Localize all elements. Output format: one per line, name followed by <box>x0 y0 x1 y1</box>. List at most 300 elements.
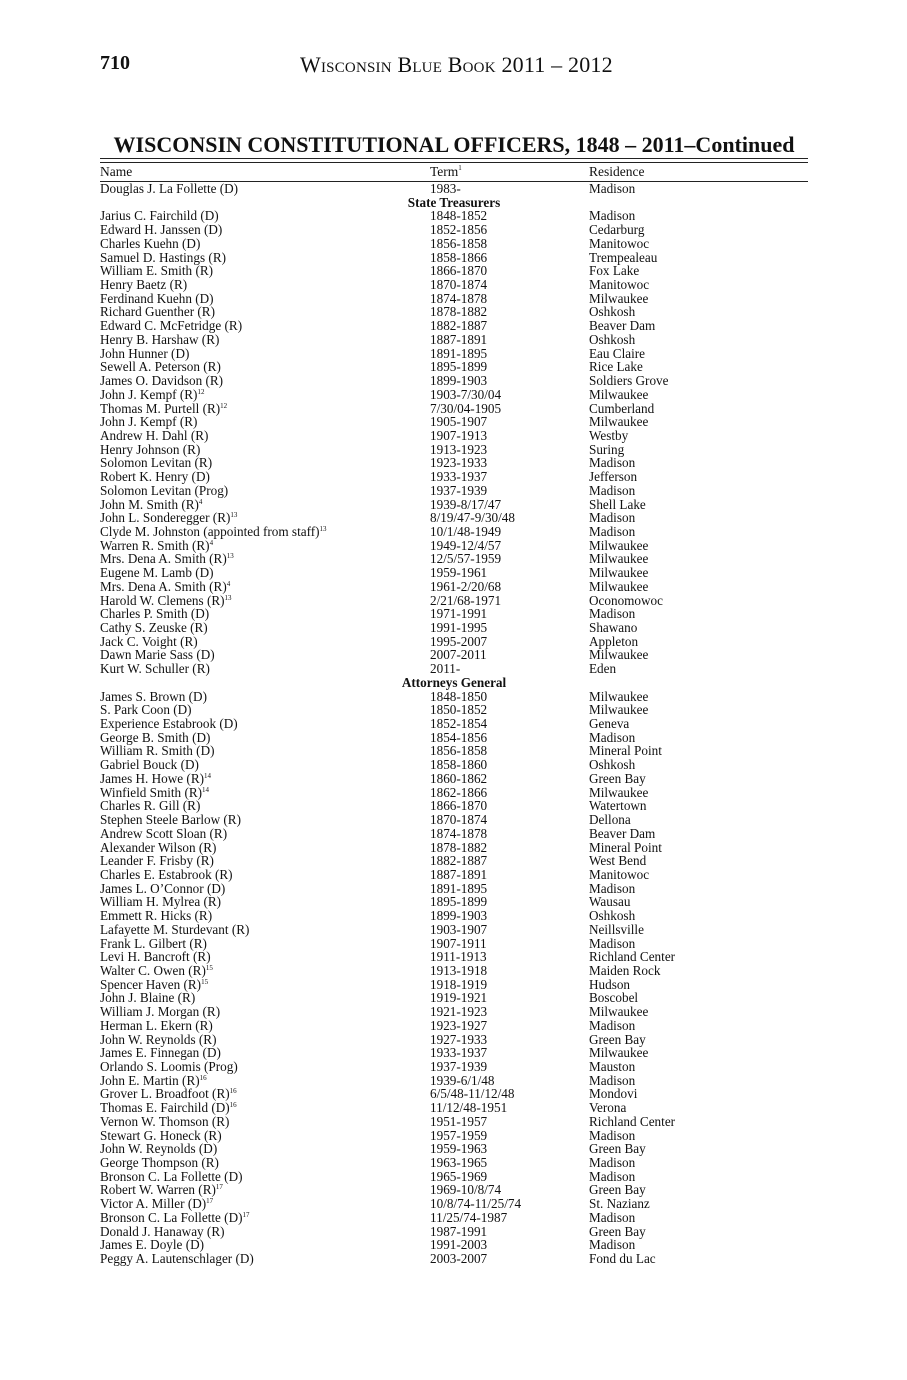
officer-name-cell <box>100 360 221 374</box>
term-cell: 1971-1991 <box>430 606 488 622</box>
table-row <box>100 1019 808 1033</box>
officer-name: James E. Doyle (D) <box>100 1237 205 1253</box>
residence-cell: Madison <box>589 1237 636 1253</box>
officer-name: Edward H. Janssen (D) <box>100 222 223 238</box>
table-row <box>100 1156 808 1170</box>
officer-name: John J. Kempf (R) <box>100 386 198 402</box>
table-row <box>100 484 808 498</box>
term-cell: 1852-1856 <box>430 222 488 238</box>
term-cell: 1895-1899 <box>430 359 488 375</box>
officer-name: Ferdinand Kuehn (D) <box>100 290 214 306</box>
officer-name-cell <box>100 292 214 306</box>
residence-cell: Shell Lake <box>589 496 646 512</box>
officer-name-cell <box>100 1005 220 1019</box>
residence-cell: Madison <box>589 1209 636 1225</box>
officer-name-cell <box>100 882 225 896</box>
officer-name-cell <box>100 429 208 443</box>
table-row <box>100 360 808 374</box>
officer-name: Thomas E. Fairchild (D) <box>100 1100 230 1116</box>
officer-name-cell <box>100 223 222 237</box>
table-row <box>100 580 808 594</box>
officer-name: Gabriel Bouck (D) <box>100 757 199 773</box>
officer-name-cell <box>100 923 249 937</box>
term-cell: 1987-1991 <box>430 1223 488 1239</box>
term-cell: 6/5/48-11/12/48 <box>430 1086 515 1102</box>
officer-name-cell <box>100 566 214 580</box>
officer-name-cell <box>100 1225 225 1239</box>
table-row <box>100 978 808 992</box>
officer-name: William J. Morgan (R) <box>100 1004 221 1020</box>
term-cell: 1963-1965 <box>430 1155 488 1171</box>
officer-name-cell <box>100 703 192 717</box>
officer-name: Clyde M. Johnston (appointed from staff) <box>100 523 320 539</box>
officer-name: Orlando S. Loomis (Prog) <box>100 1059 238 1074</box>
table-row <box>100 882 808 896</box>
table-row <box>100 1074 808 1088</box>
officer-name-cell <box>100 744 215 758</box>
officer-name-cell <box>100 484 228 498</box>
table-row <box>100 827 808 841</box>
officer-name: Stewart G. Honeck (R) <box>100 1127 222 1143</box>
term-cell: 1860-1862 <box>430 770 488 786</box>
officer-name: Bronson C. La Follette (D) <box>100 1209 243 1225</box>
table-row <box>100 525 808 539</box>
col-header-residence: Residence <box>589 164 645 179</box>
officer-name-cell <box>100 607 209 621</box>
residence-cell: Milwaukee <box>589 551 649 567</box>
term-cell: 1927-1933 <box>430 1031 488 1047</box>
officer-name-cell <box>100 498 202 512</box>
officer-name: Leander F. Frisby (R) <box>100 853 214 869</box>
officer-name-cell <box>100 731 210 745</box>
term-cell: 1939-8/17/47 <box>430 496 502 512</box>
officer-name-cell <box>100 758 199 772</box>
officer-name: Henry Johnson (R) <box>100 441 201 457</box>
residence-cell: Mineral Point <box>589 839 662 855</box>
footnote-marker: 17 <box>242 1210 250 1219</box>
table-row <box>100 511 808 525</box>
term-cell: 1923-1927 <box>430 1017 488 1033</box>
officer-name-cell <box>100 827 227 841</box>
officer-name: Andrew H. Dahl (R) <box>100 427 209 443</box>
table-row <box>100 251 808 265</box>
table-row <box>100 964 808 978</box>
term-cell: 1923-1933 <box>430 455 488 471</box>
term-cell: 2/21/68-1971 <box>430 592 502 608</box>
residence-cell: Oshkosh <box>589 757 636 773</box>
residence-cell: Milwaukee <box>589 647 649 663</box>
table-row <box>100 950 808 964</box>
residence-cell: Shawano <box>589 620 638 635</box>
officer-name: James H. Howe (R) <box>100 770 205 786</box>
table-row <box>100 758 808 772</box>
residence-cell: Madison <box>589 482 636 498</box>
officer-name: Kurt W. Schuller (R) <box>100 661 210 677</box>
officer-name: Winfield Smith (R) <box>100 784 203 800</box>
officer-name: John W. Reynolds (D) <box>100 1141 218 1157</box>
officer-name-cell <box>100 690 207 704</box>
officer-name: William E. Smith (R) <box>100 263 214 279</box>
term-cell: 1866-1870 <box>430 798 488 814</box>
officer-name-cell <box>100 1033 217 1047</box>
term-cell: 1933-1937 <box>430 1045 488 1061</box>
residence-cell: Madison <box>589 510 636 526</box>
officer-name-cell <box>100 648 215 662</box>
officer-name: James L. O’Connor (D) <box>100 880 226 896</box>
residence-cell: Trempealeau <box>589 249 658 265</box>
term-cell: 2011- <box>430 661 461 677</box>
officer-name: John J. Blaine (R) <box>100 990 196 1006</box>
officer-name: Solomon Levitan (R) <box>100 455 213 471</box>
col-header-name: Name <box>100 164 133 179</box>
officer-name-cell <box>100 717 238 731</box>
officer-name-cell <box>100 1046 221 1060</box>
officer-name-cell <box>100 1087 237 1101</box>
officer-name: John Hunner (D) <box>100 345 190 361</box>
footnote-marker: 16 <box>229 1087 237 1096</box>
officer-name: Charles E. Estabrook (R) <box>100 866 233 882</box>
residence-cell: Hudson <box>589 976 631 992</box>
term-cell: 1874-1878 <box>430 290 488 306</box>
table-title: WISCONSIN CONSTITUTIONAL OFFICERS, 1848 – 2011–Continued <box>113 132 795 157</box>
officer-name: Solomon Levitan (Prog) <box>100 482 229 498</box>
table-row <box>100 841 808 855</box>
term-cell: 1937-1939 <box>430 1059 488 1074</box>
officer-name-cell <box>100 662 210 676</box>
officer-name: Richard Guenther (R) <box>100 304 215 320</box>
officer-name-cell <box>100 552 234 566</box>
officer-name: Mrs. Dena A. Smith (R) <box>100 578 227 594</box>
column-headers <box>100 164 808 181</box>
officer-name: Robert K. Henry (D) <box>100 469 210 485</box>
residence-cell: Cumberland <box>589 400 655 416</box>
officer-name-cell <box>100 895 221 909</box>
officer-name-cell <box>100 305 215 319</box>
footnote-marker: 16 <box>229 1101 237 1110</box>
residence-cell: Green Bay <box>589 1182 646 1198</box>
footnote-marker: 4 <box>226 579 231 588</box>
footnote-marker: 12 <box>220 401 228 410</box>
officer-name-cell <box>100 909 212 923</box>
term-cell: 10/1/48-1949 <box>430 523 502 539</box>
residence-cell: Milwaukee <box>589 537 649 553</box>
table-row <box>100 1183 808 1197</box>
table-row <box>100 648 808 662</box>
residence-cell: Oconomowoc <box>589 592 663 608</box>
officer-name-cell <box>100 319 242 333</box>
residence-cell: Green Bay <box>589 1141 646 1157</box>
officer-name-cell <box>100 772 211 786</box>
officer-name: Charles R. Gill (R) <box>100 798 201 814</box>
officer-name-cell <box>100 388 204 402</box>
table-row <box>100 1005 808 1019</box>
officer-name: Charles Kuehn (D) <box>100 235 201 251</box>
officer-name: Experience Estabrook (D) <box>100 716 238 732</box>
term-cell: 1899-1903 <box>430 373 488 389</box>
table-row <box>100 635 808 649</box>
footnote-marker: 12 <box>197 387 205 396</box>
residence-cell: Watertown <box>589 798 647 814</box>
officer-name: Stephen Steele Barlow (R) <box>100 812 241 828</box>
term-cell: 1850-1852 <box>430 702 488 718</box>
residence-cell: Richland Center <box>589 949 676 965</box>
residence-cell: Madison <box>589 455 636 471</box>
table-row <box>100 703 808 717</box>
table-row <box>100 305 808 319</box>
term-cell: 1937-1939 <box>430 482 488 498</box>
term-cell: 7/30/04-1905 <box>430 400 502 416</box>
term-cell: 1983- <box>430 181 461 196</box>
table-row <box>100 1060 808 1074</box>
residence-cell: Richland Center <box>589 1113 676 1129</box>
officer-name-cell <box>100 237 200 251</box>
residence-cell: Rice Lake <box>589 359 643 375</box>
term-cell: 1887-1891 <box>430 866 488 882</box>
officer-name: William H. Mylrea (R) <box>100 894 222 910</box>
residence-cell: Oshkosh <box>589 304 636 320</box>
table-row <box>100 1225 808 1239</box>
officer-name: Douglas J. La Follette (D) <box>100 181 239 196</box>
table-row <box>100 662 808 676</box>
table-row <box>100 909 808 923</box>
table-row <box>100 319 808 333</box>
officer-name: Edward C. McFetridge (R) <box>100 318 243 334</box>
residence-cell: Madison <box>589 880 636 896</box>
officer-name: Charles P. Smith (D) <box>100 606 210 622</box>
residence-cell: Madison <box>589 1127 636 1143</box>
officer-name: Jack C. Voight (R) <box>100 633 198 649</box>
table-row <box>100 566 808 580</box>
officer-name-cell <box>100 539 213 553</box>
officer-name-cell <box>100 1183 223 1197</box>
residence-cell: Madison <box>589 606 636 622</box>
officer-name-cell <box>100 786 209 800</box>
term-cell: 1856-1858 <box>430 235 488 251</box>
officer-name: Samuel D. Hastings (R) <box>100 249 227 265</box>
table-row <box>100 456 808 470</box>
table-row <box>100 1238 808 1252</box>
title-double-rule <box>100 158 808 163</box>
officer-name-cell <box>100 1211 249 1225</box>
col-header-term-footnote: 1 <box>458 164 462 172</box>
term-cell: 1991-2003 <box>430 1237 488 1253</box>
table-row <box>100 923 808 937</box>
residence-cell: Madison <box>589 1168 636 1184</box>
residence-cell: Madison <box>589 729 636 745</box>
officer-name-cell <box>100 841 216 855</box>
table-row <box>100 264 808 278</box>
residence-cell: Manitowoc <box>589 277 650 293</box>
officer-name: George Thompson (R) <box>100 1155 219 1171</box>
residence-cell: Beaver Dam <box>589 318 656 334</box>
officer-name-cell <box>100 251 226 265</box>
page-number: 710 <box>100 52 130 74</box>
term-cell: 1991-1995 <box>430 620 488 635</box>
residence-cell: Oshkosh <box>589 331 636 347</box>
term-cell: 1959-1963 <box>430 1141 488 1157</box>
table-row <box>100 1252 808 1266</box>
residence-cell: Wausau <box>589 894 631 910</box>
table-row <box>100 594 808 608</box>
officer-name-cell <box>100 347 189 361</box>
term-cell: 1919-1921 <box>430 990 488 1006</box>
officer-name-cell <box>100 1129 222 1143</box>
term-cell: 1874-1878 <box>430 825 488 841</box>
officer-name-cell <box>100 868 233 882</box>
term-cell: 1959-1961 <box>430 565 488 581</box>
footnote-marker: 4 <box>198 497 203 506</box>
footnote-marker: 13 <box>230 511 238 520</box>
term-cell: 1957-1959 <box>430 1127 488 1143</box>
officer-name-cell <box>100 1074 207 1088</box>
officer-name: John L. Sonderegger (R) <box>100 510 231 526</box>
officer-name: Warren R. Smith (R) <box>100 537 210 553</box>
residence-cell: Neillsville <box>589 921 644 937</box>
officer-name: Victor A. Miller (D) <box>100 1196 207 1212</box>
footnote-marker: 16 <box>199 1073 207 1082</box>
officer-name-cell <box>100 278 187 292</box>
officer-name-cell <box>100 1238 204 1252</box>
residence-cell: St. Nazianz <box>589 1196 650 1212</box>
residence-cell: Verona <box>589 1100 627 1116</box>
officer-name: John W. Reynolds (R) <box>100 1031 217 1047</box>
officer-name: Peggy A. Lautenschlager (D) <box>100 1251 254 1267</box>
officer-name: Vernon W. Thomson (R) <box>100 1113 230 1129</box>
officer-name-cell <box>100 799 200 813</box>
officer-name-cell <box>100 456 212 470</box>
running-title: Wisconsin Blue Book 2011 – 2012 <box>300 52 613 77</box>
residence-cell: Maiden Rock <box>589 962 661 978</box>
term-cell: 1878-1882 <box>430 304 488 320</box>
residence-cell: Green Bay <box>589 1031 646 1047</box>
officer-name: Walter C. Owen (R) <box>100 962 206 978</box>
officer-name: John E. Martin (R) <box>100 1072 200 1088</box>
table-row <box>100 237 808 251</box>
table-row <box>100 937 808 951</box>
term-cell: 8/19/47-9/30/48 <box>430 510 515 526</box>
table-row <box>100 731 808 745</box>
officer-name-cell <box>100 937 207 951</box>
table-row <box>100 799 808 813</box>
officer-name-cell <box>100 978 208 992</box>
col-header-term-label: Term <box>430 164 459 179</box>
residence-cell: Westby <box>589 427 629 443</box>
officer-name: Alexander Wilson (R) <box>100 839 217 855</box>
officer-name: Eugene M. Lamb (D) <box>100 565 214 581</box>
footnote-marker: 17 <box>206 1197 214 1206</box>
residence-cell: Manitowoc <box>589 866 650 882</box>
term-cell: 1939-6/1/48 <box>430 1072 495 1088</box>
officer-name-cell <box>100 1101 237 1115</box>
officer-name-cell <box>100 635 198 649</box>
table-row <box>100 388 808 402</box>
term-cell: 1856-1858 <box>430 743 488 759</box>
term-cell: 1903-1907 <box>430 921 488 937</box>
table-row <box>100 552 808 566</box>
residence-cell: Milwaukee <box>589 578 649 594</box>
table-row <box>100 443 808 457</box>
residence-cell: Madison <box>589 935 636 951</box>
residence-cell: Milwaukee <box>589 565 649 581</box>
term-cell: 1848-1850 <box>430 688 488 704</box>
officer-name-cell <box>100 415 197 429</box>
table-row <box>100 717 808 731</box>
residence-cell: Milwaukee <box>589 688 649 704</box>
officer-name-cell <box>100 594 232 608</box>
page-header <box>100 52 810 86</box>
table-row <box>100 209 808 223</box>
residence-cell: Madison <box>589 1072 636 1088</box>
officer-name-cell <box>100 991 195 1005</box>
term-cell: 1961-2/20/68 <box>430 578 502 594</box>
table-row <box>100 498 808 512</box>
officer-name: Dawn Marie Sass (D) <box>100 647 215 663</box>
section-heading: State Treasurers <box>407 194 501 210</box>
term-cell: 1866-1870 <box>430 263 488 279</box>
term-cell: 2007-2011 <box>430 647 487 663</box>
footnote-marker: 17 <box>215 1183 223 1192</box>
officer-name-cell <box>100 1115 229 1129</box>
officer-name: Robert W. Warren (R) <box>100 1182 216 1198</box>
residence-cell: Milwaukee <box>589 1045 649 1061</box>
officer-name-cell <box>100 813 241 827</box>
table-row <box>100 1033 808 1047</box>
officer-name-cell <box>100 333 219 347</box>
residence-cell: Mondovi <box>589 1086 638 1102</box>
term-cell: 1858-1866 <box>430 249 488 265</box>
officer-name: Emmett R. Hicks (R) <box>100 908 213 924</box>
term-cell: 1918-1919 <box>430 976 488 992</box>
residence-cell: Green Bay <box>589 770 646 786</box>
term-cell: 1870-1874 <box>430 277 488 293</box>
officer-name-cell <box>100 1142 217 1156</box>
term-cell: 1907-1911 <box>430 935 487 951</box>
officer-name: Spencer Haven (R) <box>100 976 202 992</box>
officer-name: James S. Brown (D) <box>100 688 207 704</box>
footnote-marker: 13 <box>319 524 327 533</box>
footnote-marker: 15 <box>205 963 213 972</box>
officer-name: Bronson C. La Follette (D) <box>100 1168 243 1184</box>
officer-name: Herman L. Ekern (R) <box>100 1017 213 1033</box>
officer-name-cell <box>100 374 223 388</box>
residence-cell: Madison <box>589 523 636 539</box>
table-row <box>100 868 808 882</box>
table-row <box>100 744 808 758</box>
term-cell: 2003-2007 <box>430 1251 488 1267</box>
officer-name: Cathy S. Zeuske (R) <box>100 620 208 635</box>
table-row <box>100 539 808 553</box>
term-cell: 1913-1918 <box>430 962 488 978</box>
term-cell: 12/5/57-1959 <box>430 551 502 567</box>
officer-name: Lafayette M. Sturdevant (R) <box>100 921 250 937</box>
footnote-marker: 15 <box>201 977 209 986</box>
residence-cell: Fond du Lac <box>589 1251 656 1267</box>
residence-cell: Dellona <box>589 812 631 828</box>
residence-cell: Boscobel <box>589 990 639 1006</box>
residence-cell: Madison <box>589 1155 636 1171</box>
officer-name-cell <box>100 854 214 868</box>
term-cell: 1903-7/30/04 <box>430 386 502 402</box>
term-cell: 1921-1923 <box>430 1004 488 1020</box>
officer-name-cell <box>100 580 230 594</box>
table-row <box>100 621 808 635</box>
residence-cell: Green Bay <box>589 1223 646 1239</box>
officer-name-cell <box>100 964 213 978</box>
officer-name: Henry B. Harshaw (R) <box>100 331 220 347</box>
residence-cell: Oshkosh <box>589 908 636 924</box>
officer-name-cell <box>100 443 200 457</box>
residence-cell: Cedarburg <box>589 222 645 238</box>
